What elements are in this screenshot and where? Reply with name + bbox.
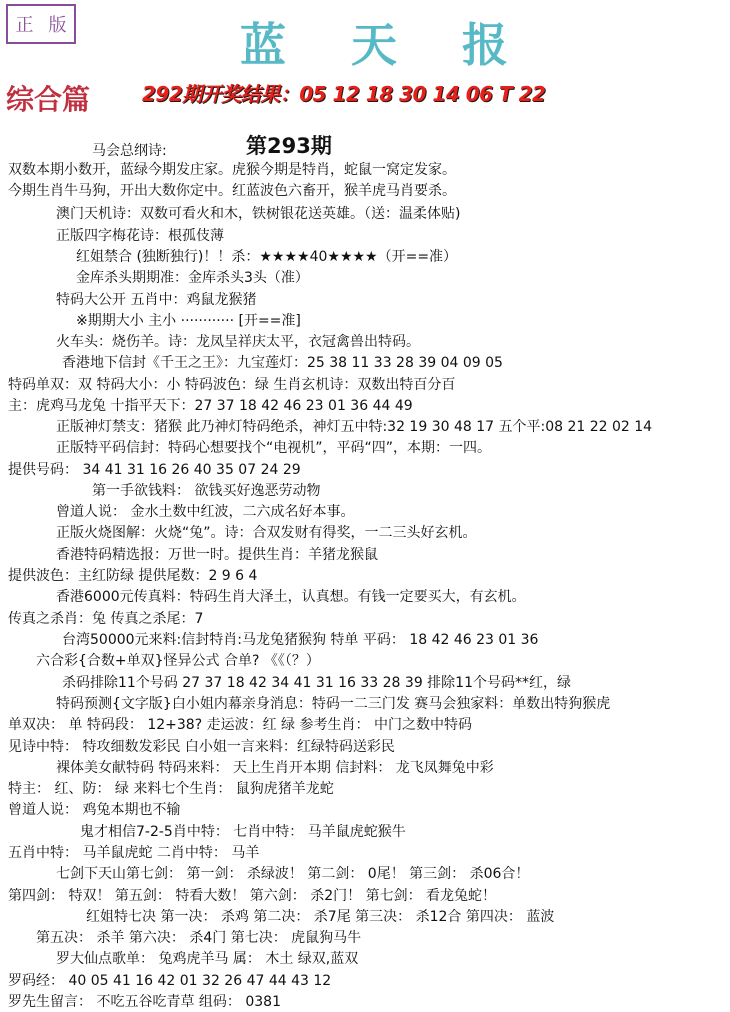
draw-result: 292期开奖结果：05 12 18 30 14 06 T 22: [142, 82, 546, 106]
content-line: 正版火烧图解：火烧“兔”。诗：合双发财有得奖，一二三头好玄机。: [56, 525, 477, 541]
section-title: 综合篇: [6, 83, 91, 116]
content-line: 今期生肖牛马狗，开出大数你定中。红蓝波色六畜开，猴羊虎马肖要杀。: [8, 183, 456, 199]
content-line: 曾道人说： 金水土数中红波，二六成名好本事。: [56, 504, 355, 520]
content-line: 香港特码精选报：万世一时。提供生肖：羊猪龙猴鼠: [56, 547, 378, 563]
content-line: 提供号码： 34 41 31 16 26 40 35 07 24 29: [8, 462, 301, 478]
content-line: 罗码经： 40 05 41 16 42 01 32 26 47 44 43 12: [8, 973, 332, 989]
masthead-char-1: 蓝: [240, 18, 288, 72]
content-line: 金库杀头期期准：金库杀头3头（准）: [76, 270, 309, 286]
content-line: 罗先生留言： 不吃五谷吃青草 组码： 0381: [8, 994, 281, 1010]
content-line: ※期期大小 主小 ············ [开==准]: [76, 313, 301, 329]
content-line: 正版特平码信封：特码心想要找个“电视机”，平码“四”，本期：一四。: [56, 440, 492, 456]
content-line: 红姐禁合 (独断独行)！！杀：★★★★40★★★★（开==准）: [76, 249, 458, 265]
content-line: 特码大公开 五肖中：鸡鼠龙猴猪: [56, 292, 257, 308]
content-line: 曾道人说： 鸡兔本期也不输: [8, 802, 181, 818]
content-line: 红姐特七决 第一决： 杀鸡 第二决： 杀7尾 第三决： 杀12合 第四决： 蓝波: [86, 909, 555, 925]
stamp-genuine: [6, 4, 76, 44]
content-line: 六合彩{合数+单双}怪异公式 合单? 《《（？）: [36, 653, 320, 669]
content-line: 单双决： 单 特码段： 12+38? 走运波：红 绿 参考生肖： 中门之数中特码: [8, 717, 472, 733]
content-line: 七剑下天山第七剑： 第一剑： 杀绿波！ 第二剑： 0尾！ 第三剑： 杀06合！: [56, 866, 530, 882]
content-line: 正版神灯禁支：猪猴 此乃神灯特码绝杀，神灯五中特:32 19 30 48 17 五个平:08 21 22 02 14: [56, 419, 653, 435]
stamp-right-char: 版: [48, 15, 67, 36]
content-line: 鬼才相信7-2-5肖中特： 七肖中特： 马羊鼠虎蛇猴牛: [80, 824, 406, 840]
content-line: 火车头：烧伤羊。诗：龙凤呈祥庆太平，衣冠禽兽出特码。: [56, 334, 420, 350]
content-line: 特主： 红、防： 绿 来料七个生肖： 鼠狗虎猪羊龙蛇: [8, 781, 334, 797]
content-line: 五肖中特： 马羊鼠虎蛇 二肖中特： 马羊: [8, 845, 260, 861]
content-line: 杀码排除11个号码 27 37 18 42 34 41 31 16 33 28 39 排除11个号码**红，绿: [62, 675, 571, 691]
issue-label: 马会总纲诗:: [92, 143, 167, 159]
issue-number: 第293期: [246, 134, 332, 158]
content-line: 主：虎鸡马龙兔 十指平天下：27 37 18 42 46 23 01 36 44 49: [8, 398, 413, 414]
content-line: 传真之杀肖：兔 传真之杀尾：7: [8, 611, 204, 627]
content-line: 提供波色：主红防绿 提供尾数：2 9 6 4: [8, 568, 258, 584]
content-line: 双数本期小数开，蓝绿今期发庄家。虎猴今期是特肖，蛇鼠一窝定发家。: [8, 162, 456, 178]
content-line: 第一手欲钱料： 欲钱买好逸恶劳动物: [92, 483, 321, 499]
content-line: 台湾50000元来料:信封特肖:马龙兔猪猴狗 特单 平码： 18 42 46 23 01 36: [62, 632, 539, 648]
content-line: 特码单双：双 特码大小：小 特码波色：绿 生肖玄机诗：双数出特百分百: [8, 377, 456, 393]
content-line: 特码预测{文字版}白小姐内幕亲身消息：特码一二三门发 赛马会独家料：单数出特狗猴虎: [56, 696, 611, 712]
masthead-char-2: 天: [351, 18, 399, 72]
content-line: 香港6000元传真料：特码生肖大泽土，认真想。有钱一定要买大，有玄机。: [56, 589, 526, 605]
stamp-left-char: 正: [15, 15, 34, 36]
content-line: 香港地下信封《千王之王》：九宝莲灯：25 38 11 33 28 39 04 09 05: [62, 355, 503, 371]
masthead-char-3: 报: [462, 18, 510, 72]
content-line: 裸体美女献特码 特码来料： 天上生肖开本期 信封料： 龙飞凤舞兔中彩: [56, 760, 494, 776]
content-line: 正版四字梅花诗：根孤伎薄: [56, 228, 224, 244]
content-line: 澳门天机诗：双数可看火和木，铁树银花送英雄。（送：温柔体贴): [56, 206, 461, 222]
content-line: 罗大仙点歌单： 兔鸡虎羊马 属： 木土 绿双,蓝双: [56, 951, 359, 967]
content-line: 第四剑： 特双！ 第五剑： 特看大数！ 第六剑： 杀2门！ 第七剑： 看龙兔蛇！: [8, 888, 497, 904]
content-line: 第五决： 杀羊 第六决： 杀4门 第七决： 虎鼠狗马牛: [36, 930, 362, 946]
masthead-title: [240, 10, 510, 74]
content-line: 见诗中特： 特攻细数发彩民 白小姐一言来料：红绿特码送彩民: [8, 739, 395, 755]
